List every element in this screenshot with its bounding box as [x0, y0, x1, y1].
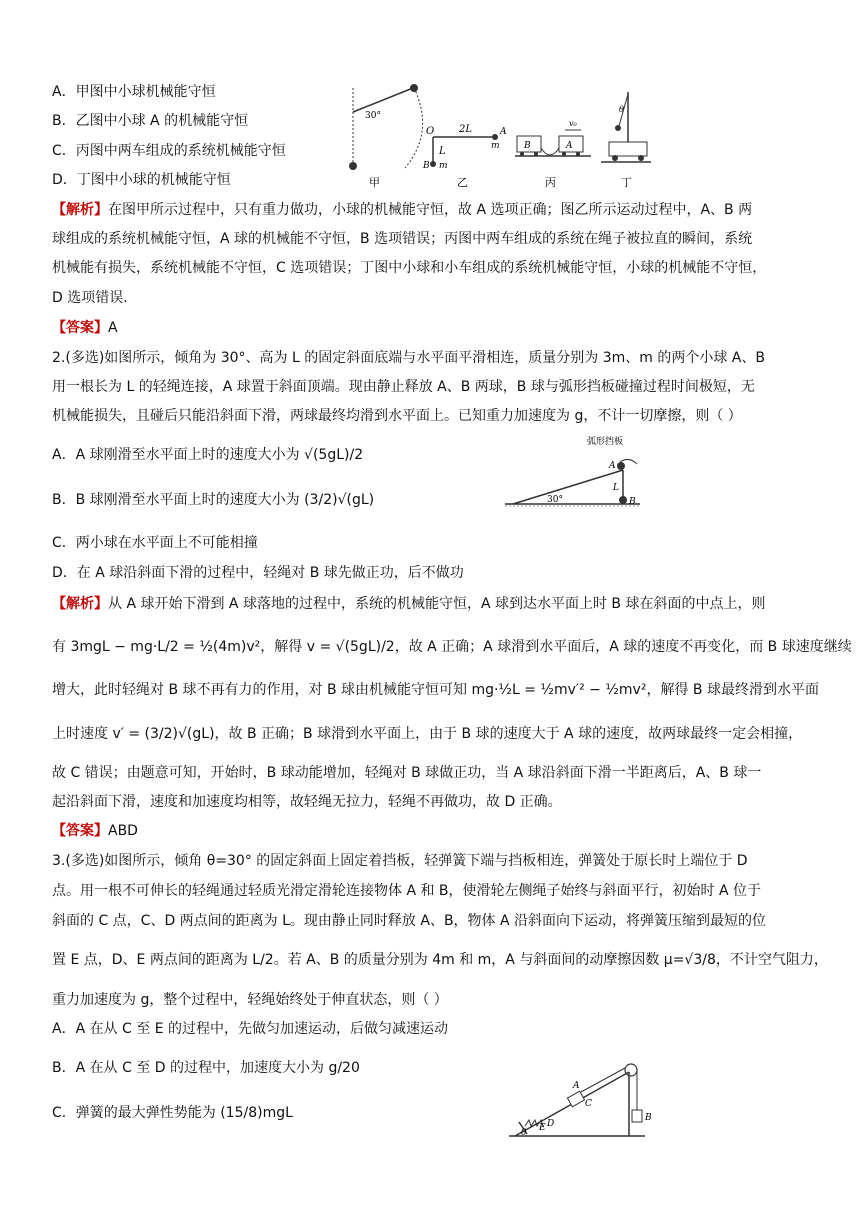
q2-stem-line-3: 机械能损失，且碰后只能沿斜面下滑，两球最终均滑到水平面上。已知重力加速度为 g，不计一切摩擦，则（ ） — [52, 408, 742, 424]
q3-stem-line-2: 点。用一根不可伸长的轻绳通过轻质光滑定滑轮连接物体 A 和 B，使滑轮左侧绳子始终与斜面平行，初始时 A 位于 — [52, 883, 762, 899]
svg-text:A: A — [566, 141, 573, 151]
svg-text:θ: θ — [521, 1128, 527, 1138]
svg-text:L: L — [613, 483, 619, 493]
q2-analysis-line-1: 【解析】从 A 球开始下滑到 A 球落地的过程中，系统的机械能守恒，A 球到达水平面上时 B 球在斜面的中点上，则 — [52, 596, 766, 612]
answer-tag: 【答案】 — [52, 320, 108, 336]
q3-figure — [505, 1058, 665, 1140]
fig-yi — [422, 124, 507, 189]
q2-analysis-line-2: 有 3mgL − mg·L/2 = ½(4m)v²，解得 v = √(5gL)/2，故 A 正确；A 球滑到水平面后，A 球的速度不再变化，而 B 球速度继续 — [52, 639, 852, 655]
analysis-tag: 【解析】 — [52, 202, 108, 218]
q2-option-a: A．A 球刚滑至水平面上时的速度大小为 √(5gL)/2 — [52, 447, 364, 463]
q3-stem-line-5: 重力加速度为 g，整个过程中，轻绳始终处于伸直状态，则（ ） — [52, 992, 448, 1008]
q2-analysis-line-4: 上时速度 v′ = (3/2)√(gL)，故 B 正确；B 球滑到水平面上，由于 B 球的速度大于 A 球的速度，故两球最终一定会相撞， — [52, 726, 803, 742]
svg-text:θ: θ — [619, 105, 624, 114]
fig-bing — [515, 119, 591, 189]
q1-option-d: D．丁图中小球的机械能守恒 — [52, 172, 231, 188]
q3-option-a: A．A 在从 C 至 E 的过程中，先做匀加速运动，后做匀减速运动 — [52, 1021, 449, 1037]
q2-figure — [505, 432, 655, 512]
svg-text:v₀: v₀ — [569, 119, 577, 128]
q3-stem-line-1: 3.(多选)如图所示，倾角 θ=30° 的固定斜面上固定着挡板，轻弹簧下端与挡板相连，弹簧处于原长时上端位于 D — [52, 853, 748, 869]
answer-tag: 【答案】 — [52, 823, 108, 839]
q2-option-c: C．两小球在水平面上不可能相撞 — [52, 535, 258, 551]
svg-text:B: B — [629, 497, 636, 507]
q1-analysis-line-2: 球组成的系统机械能守恒，A 球的机械能不守恒，B 选项错误；丙图中两车组成的系统在绳子被拉直的瞬间，系统 — [52, 231, 753, 247]
svg-text:30°: 30° — [547, 495, 563, 505]
q1-analysis-line-4: D 选项错误． — [52, 290, 138, 306]
fig-jia-label: 甲 — [369, 176, 380, 189]
q2-analysis-line-3: 增大，此时轻绳对 B 球不再有力的作用，对 B 球由机械能守恒可知 mg·½L = ½mv′² − ½mv²，解得 B 球最终滑到水平面 — [52, 682, 819, 698]
q2-option-d: D．在 A 球沿斜面下滑的过程中，轻绳对 B 球先做正功，后不做功 — [52, 565, 464, 581]
fig-ding-label: 丁 — [621, 176, 632, 189]
analysis-tag: 【解析】 — [52, 596, 108, 612]
svg-text:2L: 2L — [459, 124, 473, 135]
fig-bing-label: 丙 — [545, 176, 556, 189]
fig-ding — [601, 92, 651, 189]
svg-text:B: B — [423, 161, 430, 171]
q2-analysis-line-5: 故 C 错误；由题意可知，开始时，B 球动能增加，轻绳对 B 球做正功，当 A 球沿斜面下滑一半距离后，A、B 球一 — [52, 765, 762, 781]
svg-text:B: B — [645, 1113, 652, 1123]
q2-answer: 【答案】ABD — [52, 823, 138, 839]
fig-jia — [349, 84, 423, 189]
svg-text:C: C — [585, 1099, 592, 1109]
q1-figure — [345, 82, 665, 192]
svg-text:B: B — [524, 141, 531, 151]
svg-text:m: m — [439, 161, 448, 171]
svg-text:m: m — [491, 141, 500, 151]
q1-option-b: B．乙图中小球 A 的机械能守恒 — [52, 113, 249, 129]
fig-yi-label: 乙 — [457, 176, 468, 189]
svg-text:O: O — [426, 126, 435, 137]
q3-option-b: B．A 在从 C 至 D 的过程中，加速度大小为 g/20 — [52, 1060, 360, 1076]
q1-option-c: C．丙图中两车组成的系统机械能守恒 — [52, 143, 286, 159]
q2-stem-line-2: 用一根长为 L 的轻绳连接，A 球置于斜面顶端。现由静止释放 A、B 两球，B 球与弧形挡板碰撞过程时间极短，无 — [52, 379, 755, 395]
svg-text:A: A — [609, 461, 616, 471]
baffle-label: 弧形挡板 — [587, 437, 624, 447]
q2-stem-line-1: 2.(多选)如图所示，倾角为 30°、高为 L 的固定斜面底端与水平面平滑相连，质量分别为 3m、m 的两个小球 A、B — [52, 350, 765, 366]
q3-stem-line-4: 置 E 点，D、E 两点间的距离为 L/2。若 A、B 的质量分别为 4m 和 m，A 与斜面间的动摩擦因数 μ=√3/8，不计空气阻力， — [52, 952, 828, 968]
q1-analysis-line-1: 【解析】在图甲所示过程中，只有重力做功，小球的机械能守恒，故 A 选项正确；图乙所示运动过程中，A、B 两 — [52, 202, 753, 218]
q1-option-a: A．甲图中小球机械能守恒 — [52, 84, 216, 100]
q3-option-c: C．弹簧的最大弹性势能为 (15/8)mgL — [52, 1105, 293, 1121]
q1-analysis-line-3: 机械能有损失，系统机械能不守恒，C 选项错误；丁图中小球和小车组成的系统机械能守恒，小球的机械能不守恒， — [52, 260, 767, 276]
svg-text:L: L — [439, 146, 446, 157]
q3-stem-line-3: 斜面的 C 点，C、D 两点间的距离为 L。现由静止同时释放 A、B，物体 A 沿斜面向下运动，将弹簧压缩到最短的位 — [52, 913, 767, 929]
fig-jia-angle: 30° — [365, 111, 381, 121]
q2-analysis-line-6: 起沿斜面下滑，速度和加速度均相等，故轻绳无拉力，轻绳不再做功，故 D 正确。 — [52, 794, 562, 810]
svg-text:A: A — [573, 1081, 580, 1091]
q1-answer: 【答案】A — [52, 320, 118, 336]
svg-text:D: D — [547, 1119, 555, 1129]
q2-option-b: B．B 球刚滑至水平面上时的速度大小为 (3/2)√(gL) — [52, 492, 375, 508]
svg-text:E: E — [539, 1123, 546, 1133]
svg-text:A: A — [500, 127, 507, 137]
